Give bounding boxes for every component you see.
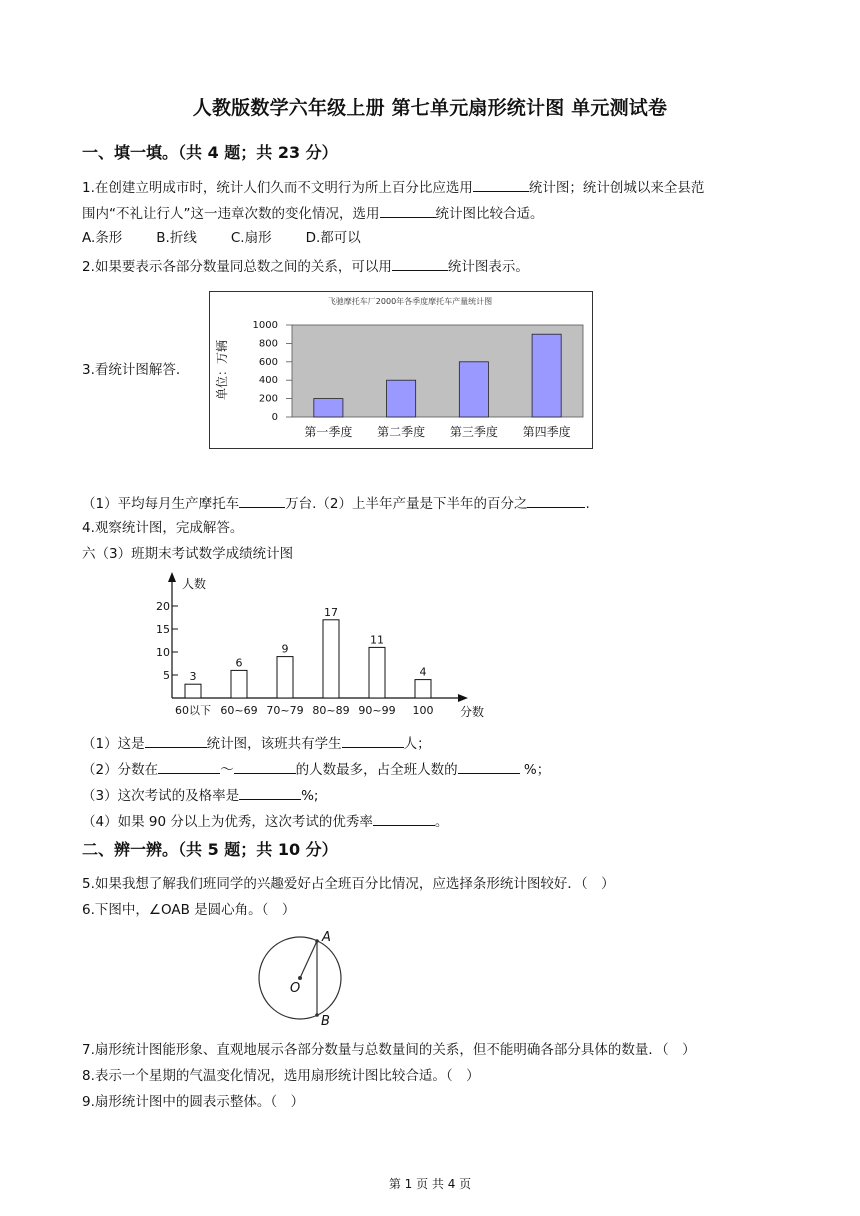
answer-blank[interactable] [239,493,285,508]
label-o: O [290,981,301,996]
point-b [315,1013,319,1017]
question-5: 5.如果我想了解我们班同学的兴趣爱好占全班百分比情况，应选择条形统计图较好．（ ） [82,876,615,892]
question-7: 7.扇形统计图能形象、直观地展示各部分数量与总数量间的关系，但不能明确各部分具体的数量．（ ） [82,1042,696,1058]
question-9: 9.扇形统计图中的圆表示整体。（ ） [82,1094,305,1110]
question-2-text-a: 2.如果要表示各部分数量同总数之间的关系，可以用 [82,259,392,275]
y-tick-label: 15 [156,623,170,636]
question-4-4-text-a: （4）如果 90 分以上为优秀，这次考试的优秀率 [82,814,373,830]
data-label: 9 [281,642,289,656]
label-a: A [322,930,331,945]
question-2 [82,256,529,276]
question-4-sub-2 [82,759,550,779]
chart-title: 飞驰摩托车厂2000年各季度摩托车产量统计图 [327,297,493,306]
y-axis-label: 人数 [182,577,207,591]
bar [314,399,343,417]
question-3-text-b: 万台.（2）上半年产量是下半年的百分之 [285,496,528,512]
question-4-2-text-d: %； [519,762,551,778]
y-axis-arrow-icon [168,572,176,582]
page-footer: 第 1 页 共 4 页 [388,1177,472,1191]
point-a [315,939,319,943]
question-3-label: 3.看统计图解答. [82,362,181,378]
production-bar-chart [209,291,593,449]
bar [323,620,339,698]
answer-blank[interactable] [145,733,207,748]
x-tick-label: 第二季度 [377,425,426,439]
question-4-sub-3 [82,785,318,805]
x-axis-arrow-icon [458,694,468,702]
bar [369,647,385,698]
answer-blank[interactable] [239,785,301,800]
y-tick-label: 600 [258,356,278,368]
x-axis-label: 分数 [460,705,485,719]
center-point [298,976,302,980]
question-4-4-text-b: 。 [434,814,449,830]
question-3-subquestions [82,493,590,513]
question-1-text-b: 统计图；统计创城以来全县范 [528,180,705,196]
data-label: 6 [235,656,243,670]
section-1-heading: 一、填一填。（共 4 题；共 23 分） [82,143,338,162]
data-label: 3 [189,670,197,684]
question-3-text-c: . [585,496,590,512]
question-8: 8.表示一个星期的气温变化情况，选用扇形统计图比较合适。（ ） [82,1068,480,1084]
y-tick-label: 5 [163,669,170,682]
answer-blank[interactable] [234,759,296,774]
question-1-text-d: 统计图比较合适。 [435,206,544,222]
y-tick-label: 20 [156,600,170,613]
x-tick-label: 70~79 [266,704,304,717]
x-tick-label: 60以下 [175,704,211,717]
question-1-line-1 [82,177,704,197]
y-axis-label: 单位：万辆 [215,339,229,401]
x-tick-label: 第三季度 [449,425,498,439]
question-1-text-a: 1.在创建立明成市时，统计人们久而不文明行为所上百分比应选用 [82,180,473,196]
x-tick-label: 60~69 [220,704,258,717]
y-tick-label: 200 [258,393,278,405]
option-a[interactable]: A.条形 [82,230,123,246]
answer-blank[interactable] [373,811,435,826]
y-tick-label: 1000 [252,320,278,331]
question-1-text-c: 围内“不礼让行人”这一违章次数的变化情况，选用 [82,206,380,222]
question-6: 6.下图中，∠OAB 是圆心角。（ ） [82,902,296,918]
y-tick-label: 10 [156,646,170,659]
answer-blank[interactable] [158,759,220,774]
question-4-2-text-b: ～ [220,762,234,778]
y-tick-label: 0 [271,412,278,423]
answer-blank[interactable] [342,733,404,748]
bar [387,380,416,417]
data-label: 17 [324,605,338,619]
section-2-heading: 二、辨一辨。（共 5 题；共 10 分） [82,840,338,859]
bar [277,657,293,698]
x-tick-label: 80~89 [312,704,350,717]
x-tick-label: 第四季度 [522,425,571,439]
question-4-1-text-b: 统计图，该班共有学生 [206,736,342,752]
question-4-1-text-a: （1）这是 [82,736,145,752]
x-tick-label: 90~99 [358,704,396,717]
label-b: B [321,1014,330,1029]
radius-oa [300,941,317,978]
bar [459,362,488,417]
question-4-2-text-a: （2）分数在 [82,762,159,778]
question-4-chart-caption: 六（3）班期末考试数学成绩统计图 [82,546,294,562]
option-d[interactable]: D.都可以 [305,230,361,246]
question-4-3-text-a: （3）这次考试的及格率是 [82,788,240,804]
answer-blank[interactable] [380,203,436,218]
circle-diagram [250,928,360,1030]
question-4-sub-4 [82,811,448,831]
answer-blank[interactable] [458,759,520,774]
y-tick-label: 800 [258,338,278,350]
bar [185,684,201,698]
data-label: 4 [419,665,427,679]
question-4-sub-1 [82,733,431,753]
bar [231,670,247,698]
question-4-1-text-c: 人； [403,736,431,752]
bar [415,680,431,698]
answer-blank[interactable] [527,493,585,508]
option-c[interactable]: C.扇形 [230,230,272,246]
question-4-2-text-c: 的人数最多，占全班人数的 [295,762,458,778]
data-label: 11 [370,633,384,647]
question-4-label: 4.观察统计图，完成解答。 [82,520,244,536]
option-b[interactable]: B.折线 [156,230,197,246]
answer-blank[interactable] [473,177,529,192]
bar [532,334,561,417]
answer-blank[interactable] [392,256,448,271]
question-3-text-a: （1）平均每月生产摩托车 [82,496,240,512]
page-title: 人教版数学六年级上册 第七单元扇形统计图 单元测试卷 [192,97,668,119]
question-1-options [82,229,395,247]
question-2-text-b: 统计图表示。 [447,259,529,275]
question-4-3-text-b: %; [301,788,319,804]
x-tick-label: 100 [412,704,434,717]
question-1-line-2 [82,203,544,223]
x-tick-label: 第一季度 [304,425,353,439]
y-tick-label: 400 [258,375,278,387]
score-bar-chart [145,570,505,722]
